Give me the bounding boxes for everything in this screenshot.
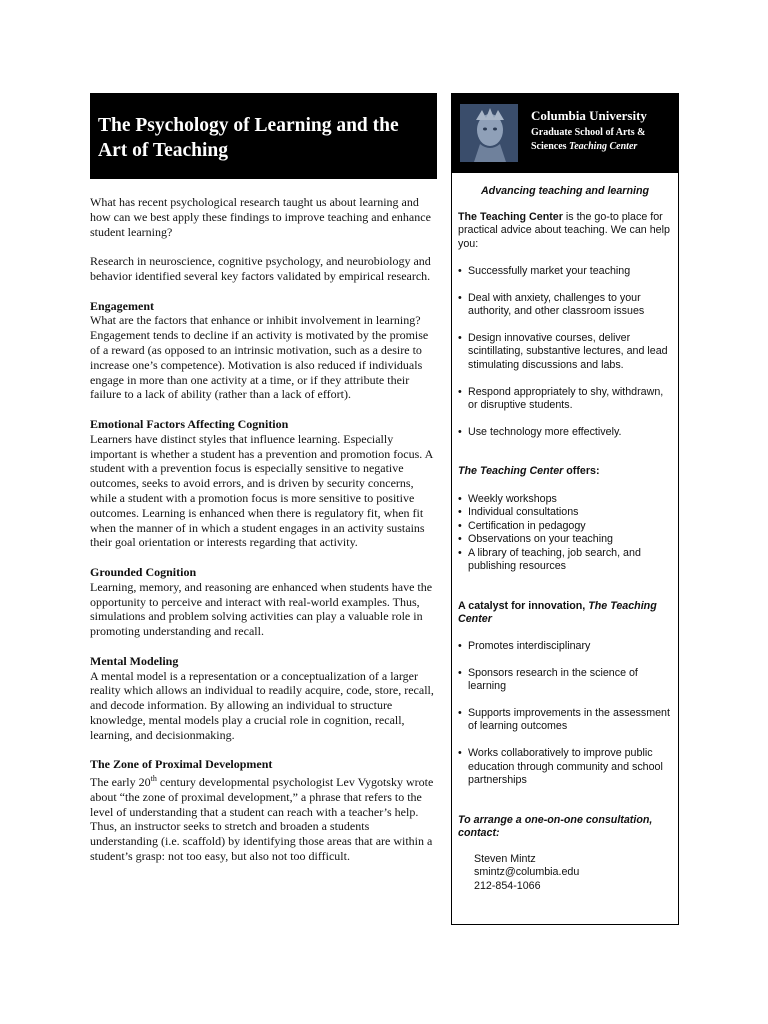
tagline: Advancing teaching and learning: [480, 185, 650, 197]
section-text: Learners have distinct styles that influence learning. Especially important is whether a student has a prevention and promotion focus. A student with a prevention focus is especially sensitive to negative outcomes, seeks to avoid errors, and is driven by security concerns, while a student with a promotion focus is more sensitive to positive outcomes. Learning is enhanced when there is regulatory fit, when fit when the manner of in which a student engages in an activity sustains their goal orientation or interests regarding that activity.: [90, 431, 433, 550]
statue-logo-icon: [460, 104, 518, 162]
school-name: [531, 126, 677, 154]
list-item: • Sponsors research in the science of learning: [458, 667, 674, 694]
teaching-center-name: Teaching Center: [569, 141, 638, 152]
sidebar-panel: [451, 173, 679, 925]
list-item: • Deal with anxiety, challenges to your authority, and other classroom issues: [458, 292, 674, 319]
list-item: • Respond appropriately to shy, withdrawn, or disruptive students.: [458, 386, 674, 413]
section-text: The early 20th century developmental psychologist Lev Vygotsky wrote about “the zone of proximal development,” a phrase that refers to the level of understanding that a student can reach with a teacher’s help. Thus, an instructor seeks to stretch and broaden a students understanding (i.e. scaffold) by identifying those areas that are within a student’s grasp: not too easy, but also not too difficult.: [90, 774, 434, 864]
list-item: • Individual consultations: [458, 506, 674, 519]
help-list: [458, 265, 674, 439]
university-name: Columbia University: [531, 108, 647, 123]
intro-paragraph-1: What has recent psychological research taught us about learning and how can we best apply these findings to improve teaching and enhance student learning?: [90, 195, 431, 239]
contact-phone: 212-854-1066: [474, 879, 541, 892]
main-article: [90, 195, 437, 864]
title-banner: [90, 93, 437, 179]
contact-name: Steven Mintz: [474, 853, 536, 865]
school-line-1: Graduate School of Arts &: [531, 127, 646, 138]
list-item: • Promotes interdisciplinary: [458, 640, 674, 653]
catalyst-heading: A catalyst for innovation, The Teaching Center: [458, 600, 657, 626]
contact-email[interactable]: smintz@columbia.edu: [474, 866, 580, 879]
list-item: • Certification in pedagogy: [458, 520, 674, 533]
section-heading: The Zone of Proximal Development: [90, 757, 273, 772]
list-item: • Weekly workshops: [458, 493, 674, 506]
section-text: A mental model is a representation or a conceptualization of a larger reality which allows an individual to readily acquire, code, store, recall, and decode information. By allowing an individual to structure knowledge, mental models play a crucial role in cognition, recall, learning, and decisionmaking.: [90, 668, 434, 742]
list-item: • Use technology more effectively.: [458, 426, 674, 439]
list-item: • Supports improvements in the assessment of learning outcomes: [458, 707, 674, 734]
section-heading: Engagement: [90, 298, 154, 313]
catalyst-list: [458, 640, 674, 787]
list-item: • Works collaboratively to improve public education through community and school partnerships: [458, 747, 674, 787]
list-item: • Design innovative courses, deliver scintillating, substantive lectures, and lead stimulating discussions and labs.: [458, 332, 674, 372]
section-text: Learning, memory, and reasoning are enhanced when students have the opportunity to perceive and interact with real-world examples. Thus, simulations and problem solving activities can play a valuable role in promoting understanding and recall.: [90, 579, 433, 639]
list-item: • Observations on your teaching: [458, 533, 674, 546]
intro-text: The Teaching Center is the go-to place for practical advice about teaching. We can help you:: [458, 211, 670, 250]
section-text: What are the factors that enhance or inhibit involvement in learning? Engagement tends to decline if an activity is motivated by the promise of a reward (as opposed to an intrinsic motivation, such as a desire to increase one’s competence). Motivation is also reduced if individuals engage in more than one activity at a time, or if they attribute their failure to a lack of ability (rather than a lack of effort).: [90, 313, 429, 402]
offers-heading: The Teaching Center offers:: [458, 465, 600, 477]
list-item: • Successfully market your teaching: [458, 265, 674, 278]
list-item: • A library of teaching, job search, and publishing resources: [458, 547, 674, 574]
contact-heading: To arrange a one-on-one consultation, contact:: [458, 814, 653, 840]
school-line-2: Sciences: [531, 141, 567, 152]
intro-paragraph-2: Research in neuroscience, cognitive psychology, and neurobiology and behavior identified several key factors validated by empirical research.: [90, 254, 431, 283]
section-heading: Mental Modeling: [90, 653, 179, 668]
teaching-center-header: [451, 93, 679, 173]
section-heading: Emotional Factors Affecting Cognition: [90, 416, 289, 431]
section-heading: Grounded Cognition: [90, 564, 197, 579]
document-title: The Psychology of Learning and the Art of Teaching: [98, 115, 399, 161]
offers-list: [458, 493, 674, 573]
